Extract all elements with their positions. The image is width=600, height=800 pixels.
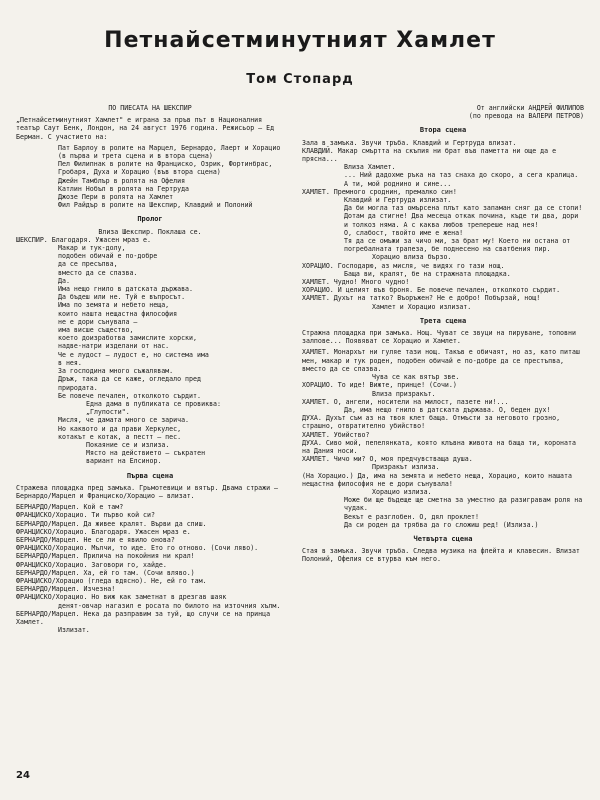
- speech-line: ХАМЛЕТ. О, ангели, носители на милост, пазете ни!...: [302, 397, 509, 406]
- verse-line: Може би ще бъдеще ще сметна за уместно да разигравам роля на чудак.: [344, 496, 583, 513]
- prolog-heading: Пролог: [137, 215, 163, 224]
- scene3-text: [302, 329, 584, 529]
- speech-line: ХАМЛЕТ. Духът на татко? Въоръжен? Не е добро! Побързай, нощ!: [302, 294, 541, 303]
- stage-direction: Хорацио излиза.: [372, 487, 432, 496]
- speech-line: ХОРАЦИО. И целият във броня. Бе повече печален, отколкото сърдит.: [302, 286, 561, 295]
- verse-line: За господина много съжалявам.: [58, 367, 174, 376]
- intro-paragraph: „Петнайсетминутният Хамлет" е играна за пръв път в Националния театър Саут Бенк, Лондон, на 24 август 1976 година. Режисьор — Ед Берман. С участието на:: [16, 116, 275, 141]
- speech-line: БЕРНАРДО/Марцел. Не се ли е явило онова?: [16, 535, 175, 544]
- speech-line: КЛАВДИЙ. Макар смъртта на скъпия ни брат във паметта ни още да е прясна...: [302, 146, 557, 164]
- speech-line: ХОРАЦИО. Господарю, аз мисля, че видях го тази нощ.: [302, 261, 505, 270]
- stage-direction: Една дама в публиката се провиква:: [86, 399, 221, 408]
- speech-line: ХАМЛЕТ. Чудно! Много чудно!: [302, 278, 410, 287]
- translator-line: От английски АНДРЕЙ ФИЛИПОВ: [476, 104, 584, 112]
- cast-list: [16, 144, 284, 210]
- verse-line: ... Ний дадохме ръка на таз снаха до скоро, а сега кралица. А ти, мой роднино и сине...: [344, 171, 579, 188]
- right-column: [302, 104, 584, 564]
- stage-direction: Хорацио влиза бързо.: [372, 253, 452, 262]
- verse-line: Че е лудост — лудост е, но система има: [58, 350, 209, 359]
- cast-item: Пат Барлоу в ролите на Марцел, Бернардо, Лаерт и Хорацио (в първа и трета сцена и в втора сцена): [58, 143, 281, 161]
- cast-item: Джозе Пери в ролята на Хамлет: [58, 193, 174, 202]
- stage-direction: Стражева площадка пред замъка. Грьмотевици и вятър. Двама стражи — Бернардо/Марцел и Франциско/Хорацио — влизат.: [16, 483, 279, 500]
- verse-line: природата.: [58, 383, 98, 392]
- speech-line: БЕРНАРДО/Марцел. Нека да разправим за туй, що случи се на принца Хамлет.: [16, 609, 271, 626]
- verse-line: да се пресъпва,: [58, 260, 118, 269]
- scene4-heading: Четвърта сцена: [413, 534, 473, 543]
- translator-note: (по превода на ВАЛЕРИ ПЕТРОВ): [468, 112, 584, 121]
- speech-line: ХАМЛЕТ. Премного сроднин, премалко син!: [302, 187, 457, 196]
- verse-line: Векът е разглобен. О, дял проклет!: [344, 512, 479, 521]
- page-title: Петнайсетминутният Хамлет: [104, 28, 496, 53]
- cast-item: Фил Райдър в ролите на Шекспир, Клавдий и Полоний: [58, 201, 253, 210]
- stage-direction: Стая в замъка. Звучи тръба. Следва музика на флейта и клавесин. Влизат Полоний, Офелия се втурва към него.: [302, 547, 580, 564]
- verse-line: които нашта нещастна философия: [58, 309, 178, 318]
- speech-line: ФРАНЦИСКО/Хорацио. Ти първо кой си?: [16, 511, 155, 520]
- verse-line: котакът е котак, а пестт — пес.: [58, 432, 182, 441]
- stage-direction: Зала в замъка. Звучи тръба. Клавдий и Гертруда влизат.: [302, 138, 517, 147]
- cast-item: Катлин Нобъл в ролята на Гертруда: [58, 184, 190, 193]
- left-column: [16, 104, 284, 634]
- speech-line: БЕРНАРДО/Марцел. Ха, ей го там. (Сочи вляво.): [16, 568, 195, 577]
- source-heading: ПО ПИЕСАТА НА ШЕКСПИР: [108, 104, 192, 112]
- speech-line: ФРАНЦИСКО/Хорацио. Но виж как заметнат в дрезгав шаяк: [16, 593, 227, 602]
- verse-line: Дръж, така да се каже, огледало пред: [58, 375, 201, 384]
- verse-line: денят-овчар нагазил е росата по билото на източния хълм.: [58, 601, 281, 610]
- stage-direction: Излизат.: [58, 626, 90, 635]
- speech-line: ШЕКСПИР. Благодаря. Ужасен мраз е.: [16, 235, 151, 244]
- verse-line: в нея.: [58, 358, 82, 367]
- speech-line: ФРАНЦИСКО/Хорацио (гледа вдясно). Не, ей го там.: [16, 576, 207, 585]
- speech-line: ХАМЛЕТ. Чичо ми? О, моя предчувстваща душа.: [302, 455, 473, 464]
- stage-direction: „Глупости".: [86, 408, 130, 417]
- verse-line: има висше същество,: [58, 326, 134, 335]
- stage-direction: Място на действието — съкратен: [86, 449, 206, 458]
- speech-line: ФРАНЦИСКО/Хорацио. Заговори го, хайде.: [16, 560, 167, 569]
- verse-line: Тя да се омъжи за чичо ми, за брат му! Което ни остана от погребалната трапеза, бе поднесено на сватбения пир.: [344, 237, 571, 254]
- scene2-heading: Втора сцена: [419, 126, 467, 135]
- verse-line: Да, има нещо гнило в датската държава. О, беден дух!: [344, 405, 551, 414]
- stage-direction: Хамлет и Хорацио излизат.: [372, 302, 472, 311]
- verse-line: Бе повече печален, отколкото сърдит.: [58, 391, 201, 400]
- scene1-text: [16, 484, 284, 635]
- scene4-text: [302, 547, 584, 563]
- stage-direction: вариант на Елсинор.: [86, 457, 162, 466]
- speech-line: БЕРНАРДО/Марцел. Да живее кралят. Върви да спиш.: [16, 519, 207, 528]
- scene2-text: [302, 139, 584, 311]
- speech-line: ФРАНЦИСКО/Хорацио. Мълчи, то иде. Ето го отново. (Сочи ляво).: [16, 544, 259, 553]
- speech-line: ДУХА. Сиво мой, пепелянката, която клъвна живота на баща ти, короната на Дания носи.: [302, 438, 576, 455]
- verse-line: вместо да се спазва.: [58, 268, 138, 277]
- speech-line: ХАМЛЕТ. Убийство?: [302, 430, 370, 439]
- verse-line: Да си роден да трябва да го сложиш ред! (Излиза.): [344, 520, 539, 529]
- stage-direction: Призракът излиза.: [372, 463, 440, 472]
- verse-line: Има по земята и небето неща,: [58, 301, 170, 310]
- scene3-heading: Трета сцена: [419, 316, 467, 325]
- speech-line: БЕРНАРДО/Марцел. Кой е там?: [16, 503, 124, 512]
- speech-line: БЕРНАРДО/Марцел. Изчезна!: [16, 585, 116, 594]
- verse-line: Но каквото и да прави Херкулес,: [58, 424, 182, 433]
- stage-direction: Чува се как вятър зве.: [372, 373, 460, 382]
- scene1-heading: Първа сцена: [126, 471, 174, 480]
- verse-line: подобен обичай е по-добре: [58, 252, 158, 261]
- verse-line: което доизработва замислите хорски,: [58, 334, 197, 343]
- stage-direction: Клавдий и Гертруда излизат.: [344, 196, 452, 205]
- speech-line: БЕРНАРДО/Марцел. Прилича на покойния ни крал!: [16, 552, 195, 561]
- cast-item: Пел Филипнак в ролите на Франциско, Озрик, Фортинбрас, Гробаря, Духа и Хорацио (във втора сцена): [58, 160, 273, 177]
- verse-line: Баща ви, кралят, бе на стражната площадка.: [344, 269, 511, 278]
- verse-line: Дотам да стигне! Два месеца откак почина, къде ти два, дори и толкоз няма. А с каква любов трепереше над нея!: [344, 212, 579, 229]
- author-name: Том Стопард: [246, 72, 354, 87]
- verse-line: Да бъдеш или не. Туй е въпросът.: [58, 293, 186, 302]
- verse-line: не е дори сънувала —: [58, 317, 138, 326]
- verse-line: О, слабост, твойто име е жена!: [344, 228, 464, 237]
- stage-direction: Стражна площадка при замъка. Нощ. Чуват се звуци на пируване, топовни залпове... Появяват се Хорацио и Хамлет.: [302, 329, 576, 346]
- speech-line: ХОРАЦИО. То иде! Вижте, принце! (Сочи.): [302, 381, 457, 390]
- page-number: 24: [16, 770, 30, 781]
- verse-line: Да би могла таз омърсена плът катo запаман сняг да се стопи!: [344, 204, 583, 213]
- verse-line: Да.: [58, 276, 70, 285]
- prolog-text: [16, 228, 284, 466]
- verse-line: надве-натри изделани от нас.: [58, 342, 170, 351]
- speech-line: ФРАНЦИСКО/Хорацио. Благодаря. Ужасен мраз е.: [16, 527, 191, 536]
- stage-direction: Покаяние се и излиза.: [86, 440, 170, 449]
- verse-line: Мисля, че дамата много се зарича.: [58, 416, 190, 425]
- cast-item: Джейн Тамблър в ролята на Офелия: [58, 176, 186, 185]
- stage-direction: Влиза Хамлет.: [344, 163, 396, 172]
- stage-direction: Влиза Шекспир. Поклаша се.: [98, 227, 202, 236]
- speech-line: ХАМЛЕТ. Монархът ни гуляе тази нощ. Такъв е обичаят, но аз, като питаш мен, макар и тук роден, подобен обичай е по-добре да се престъпва, вместо да се спазва.: [302, 348, 580, 373]
- speech-line: ДУХА. Духът съм аз на твоя клет баща. Отмъсти за неговото грозно, страшно, отвратително убийство!: [302, 414, 561, 431]
- verse-line: Има нещо гнило в датската държава.: [58, 285, 193, 294]
- speech-line: (На Хорацио.) Да, има на земята и небето неща, Хорацио, които нашата нещастна философия не е дори сънувала!: [302, 471, 572, 488]
- stage-direction: Влиза призракът.: [372, 389, 436, 398]
- verse-line: Макар и тук-долу,: [58, 244, 126, 253]
